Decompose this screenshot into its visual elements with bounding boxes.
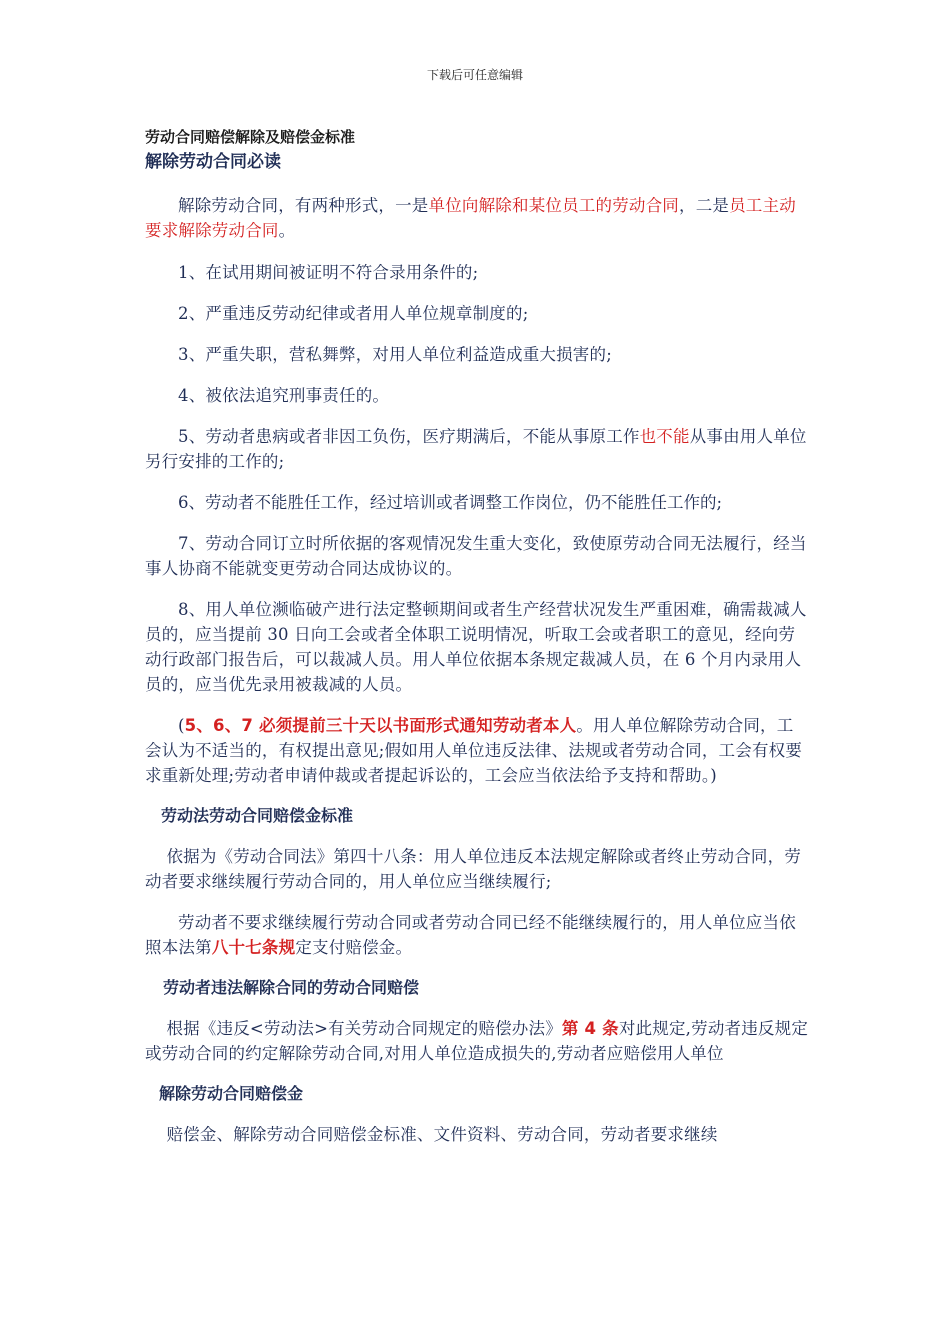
section-heading-worker-violation: 劳动者违法解除合同的劳动合同赔偿 xyxy=(163,978,420,997)
list-item-5: 5、劳动者患病或者非因工负伤，医疗期满后，不能从事原工作也不能从事由用人单位另行安排的工作的; xyxy=(145,427,807,471)
highlight-employer-termination: 单位向解除和某位员工的劳动合同 xyxy=(428,196,679,215)
highlight-article-4: 第 4 条 xyxy=(561,1019,619,1038)
section2-paragraph-1: 根据《违反<劳动法>有关劳动合同规定的赔偿办法》第 4 条对此规定,劳动者违反规定或劳动合同的约定解除劳动合同,对用人单位造成损失的,劳动者应赔偿用人单位 xyxy=(145,1019,809,1063)
list-item-4: 4、被依法追究刑事责任的。 xyxy=(178,386,390,405)
section1-paragraph-1: 依据为《劳动合同法》第四十八条：用人单位违反本法规定解除或者终止劳动合同，劳动者要求继续履行劳动合同的，用人单位应当继续履行; xyxy=(145,847,802,891)
list-item-1: 1、在试用期间被证明不符合录用条件的; xyxy=(178,263,479,282)
highlight-article-87: 八十七条规 xyxy=(211,938,296,957)
highlight-employee-termination: 员工主动要求解除劳动合同 xyxy=(145,196,796,240)
list-item-2: 2、严重违反劳动纪律或者用人单位规章制度的; xyxy=(178,304,529,323)
highlight-notice-requirement: 5、6、7 必须提前三十天以书面形式通知劳动者本人 xyxy=(184,716,577,735)
section-heading-termination-compensation: 解除劳动合同赔偿金 xyxy=(159,1084,304,1103)
page-header: 下载后可任意编辑 xyxy=(426,68,523,82)
list-item-8: 8、用人单位濒临破产进行法定整顿期间或者生产经营状况发生严重困难，确需裁减人员的，应当提前 30 日向工会或者全体职工说明情况，听取工会或者职工的意见，经向劳动行政部门报告后，可以裁减人员。用人单位依据本条规定裁减人员，在 6 个月内录用人员的，应当优先录用被裁减的人员。 xyxy=(145,600,807,694)
intro-paragraph: 解除劳动合同，有两种形式，一是单位向解除和某位员工的劳动合同，二是员工主动要求解除劳动合同。 xyxy=(145,196,796,240)
list-item-3: 3、严重失职，营私舞弊，对用人单位利益造成重大损害的; xyxy=(178,345,612,364)
list-item-6: 6、劳动者不能胜任工作，经过培训或者调整工作岗位，仍不能胜任工作的; xyxy=(178,493,723,512)
list-item-7: 7、劳动合同订立时所依据的客观情况发生重大变化，致使原劳动合同无法履行，经当事人协商不能就变更劳动合同达成协议的。 xyxy=(145,534,807,578)
document-subtitle: 解除劳动合同必读 xyxy=(145,152,281,172)
note-paragraph: (5、6、7 必须提前三十天以书面形式通知劳动者本人。用人单位解除劳动合同，工会认为不适当的，有权提出意见;假如用人单位违反法律、法规或者劳动合同，工会有权要求重新处理;劳动者申请仲裁或者提起诉讼的，工会应当依法给予支持和帮助。) xyxy=(145,716,803,785)
highlight-also-cannot: 也不能 xyxy=(639,427,690,446)
section-heading-compensation-standard: 劳动法劳动合同赔偿金标准 xyxy=(161,806,354,825)
section1-paragraph-2: 劳动者不要求继续履行劳动合同或者劳动合同已经不能继续履行的，用人单位应当依照本法第八十七条规定支付赔偿金。 xyxy=(145,913,796,957)
document-body xyxy=(145,126,810,1147)
section3-paragraph-1: 赔偿金、解除劳动合同赔偿金标准、文件资料、劳动合同，劳动者要求继续 xyxy=(166,1125,718,1144)
document-title: 劳动合同赔偿解除及赔偿金标准 xyxy=(145,128,356,146)
